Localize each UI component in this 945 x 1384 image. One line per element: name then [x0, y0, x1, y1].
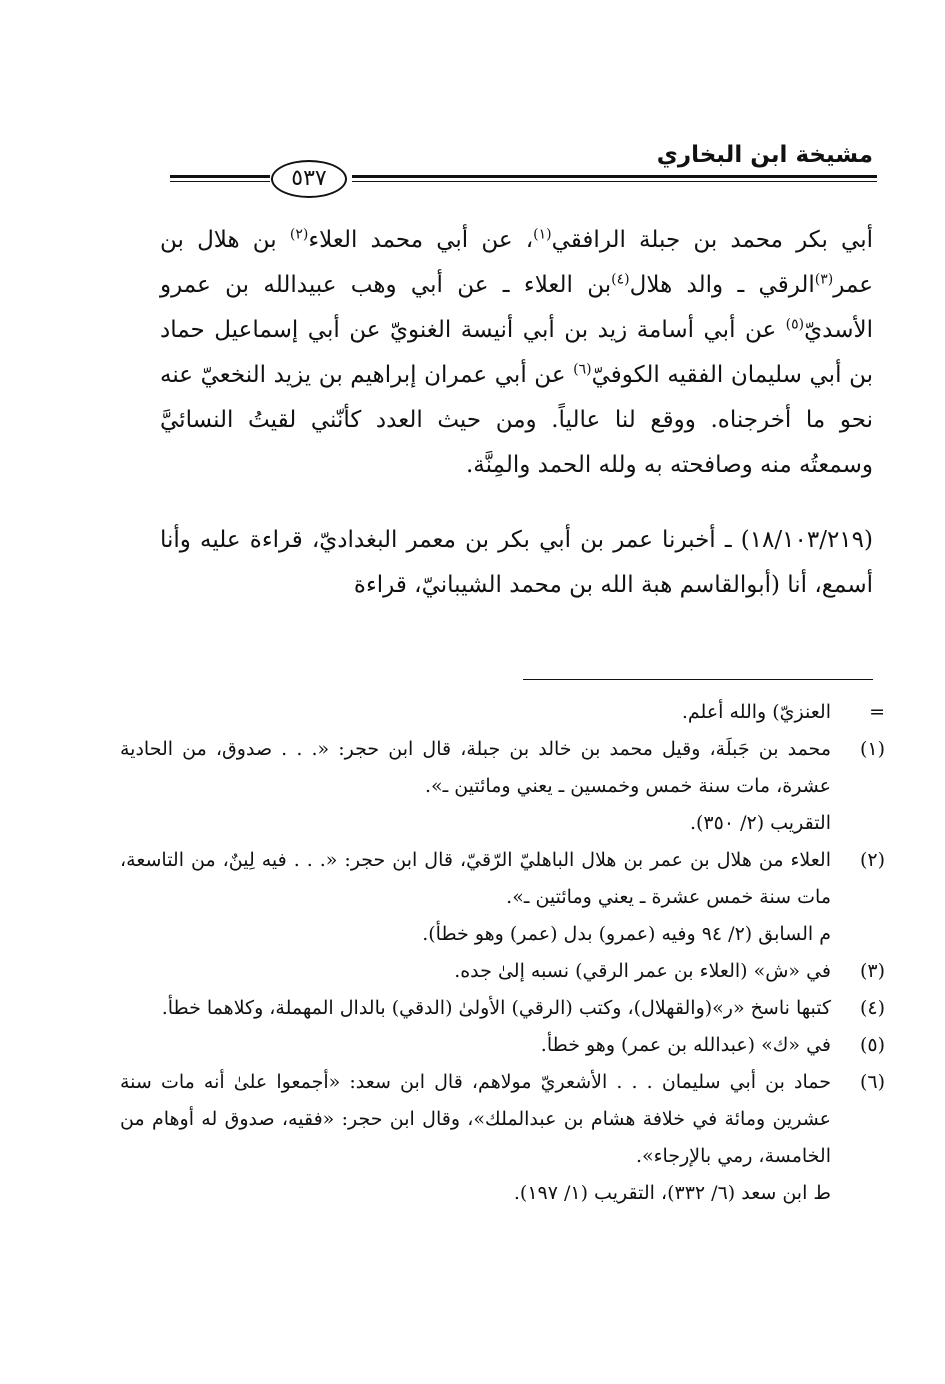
paragraph-2: (١٨/١٠٣/٢١٩) ـ أخبرنا عمر بن أبي بكر بن معمر البغداديّ، قراءة عليه وأنا أسمع، أنا (أبوالقاسم هبة الله بن محمد الشيبانيّ، قراءة	[160, 527, 873, 598]
page-number-badge: ٥٣٧	[271, 160, 347, 198]
footnote-number: (٣)	[859, 960, 885, 982]
footnote-3	[120, 953, 885, 990]
footnote-2	[120, 842, 885, 953]
footnote-4	[120, 990, 885, 1027]
footnote-line: ط ابن سعد (٦/ ٣٣٢)، التقريب (١/ ١٩٧).	[513, 1182, 831, 1204]
footnote-number: (٤)	[859, 997, 885, 1019]
text-run: أبي بكر محمد بن جبلة الرافقي	[551, 227, 873, 253]
text-run: بن هلال بن عمر	[160, 227, 873, 298]
footnote-ref[interactable]: (٢)	[289, 226, 309, 243]
footnote-ref[interactable]: (١)	[533, 226, 552, 243]
footnote-line: م السابق (٢/ ٩٤ وفيه (عمرو) بدل (عمر) وهو خطأ).	[422, 923, 831, 945]
footnote-number: (٦)	[859, 1071, 885, 1093]
footnote-line: العنزيّ) والله أعلم.	[681, 701, 831, 723]
footnote-number: (١)	[859, 738, 885, 760]
footnote-line: في «ك» (عبدالله بن عمر) وهو خطأ.	[540, 1034, 831, 1056]
text-run: عن أبي أسامة زيد بن أبي أنيسة الغنويّ عن أبي إسماعيل حماد بن أبي سليمان الفقيه الكوفيّ	[160, 317, 873, 388]
footnotes	[120, 694, 885, 1212]
text-run: الرقي ـ والد هلال	[629, 272, 815, 298]
header-rule-left-thick	[170, 175, 270, 178]
footnote-line: محمد بن جَبلَة، وقيل محمد بن خالد بن جبلة، قال ابن حجر: «. . . صدوق، من الحادية عشرة، مات سنة خمس وخمسين ـ يعني ومائتين ـ».	[120, 738, 831, 797]
footnote-ref[interactable]: (٦)	[573, 361, 592, 378]
running-title: مشيخة ابن البخاري	[656, 142, 873, 168]
text-run: بن العلاء ـ عن أبي وهب عبيدالله بن عمرو الأسديّ	[160, 272, 873, 343]
footnote-number: (٥)	[859, 1034, 885, 1056]
footnote-6	[120, 1064, 885, 1212]
header-rule-thick	[352, 175, 877, 178]
continuation-mark: =	[869, 701, 885, 723]
footnote-continuation	[120, 694, 885, 731]
text-run: عن أبي عمران إبراهيم بن يزيد النخعيّ عنه نحو ما أخرجناه. ووقع لنا عالياً. ومن حيث العدد كأنّني لقيتُ النسائيَّ وسمعتُه منه وصافحته به ولله الحمد والمِنَّة.	[160, 362, 873, 478]
footnote-line: التقريب (٢/ ٣٥٠).	[689, 812, 831, 834]
footnote-line: حماد بن أبي سليمان . . . الأشعريّ مولاهم، قال ابن سعد: «أجمعوا علىٰ أنه مات سنة عشرين ومائة في خلافة هشام بن عبدالملك»، وقال ابن حجر: «فقيه، صدوق له أوهام من الخامسة، رمي بالإرجاء».	[120, 1071, 831, 1167]
paragraph-1	[160, 218, 873, 488]
text-run: ، عن أبي محمد العلاء	[308, 227, 534, 253]
footnote-5	[120, 1027, 885, 1064]
footnote-ref[interactable]: (٤)	[611, 271, 630, 288]
footnote-ref[interactable]: (٥)	[785, 316, 805, 333]
footnote-line: العلاء من هلال بن عمر بن هلال الباهليّ الرّقيّ، قال ابن حجر: «. . . فيه لِينٌ، من التاسعة، مات سنة خمس عشرة ـ يعني ومائتين ـ».	[120, 849, 831, 908]
footnote-ref[interactable]: (٣)	[814, 271, 834, 288]
footnote-1	[120, 731, 885, 842]
footnote-separator	[523, 679, 873, 680]
footnote-line: كتبها ناسخ «ر»(والقهلال)، وكتب (الرقي) الأولىٰ (الدقي) بالدال المهملة، وكلاهما خطأ.	[161, 997, 831, 1019]
header-rule-thin	[352, 181, 877, 182]
footnote-number: (٢)	[859, 849, 885, 871]
header-rule-left-thin	[170, 181, 270, 182]
main-text	[160, 218, 873, 608]
footnote-line: في «ش» (العلاء بن عمر الرقي) نسبه إلىٰ جده.	[454, 960, 831, 982]
